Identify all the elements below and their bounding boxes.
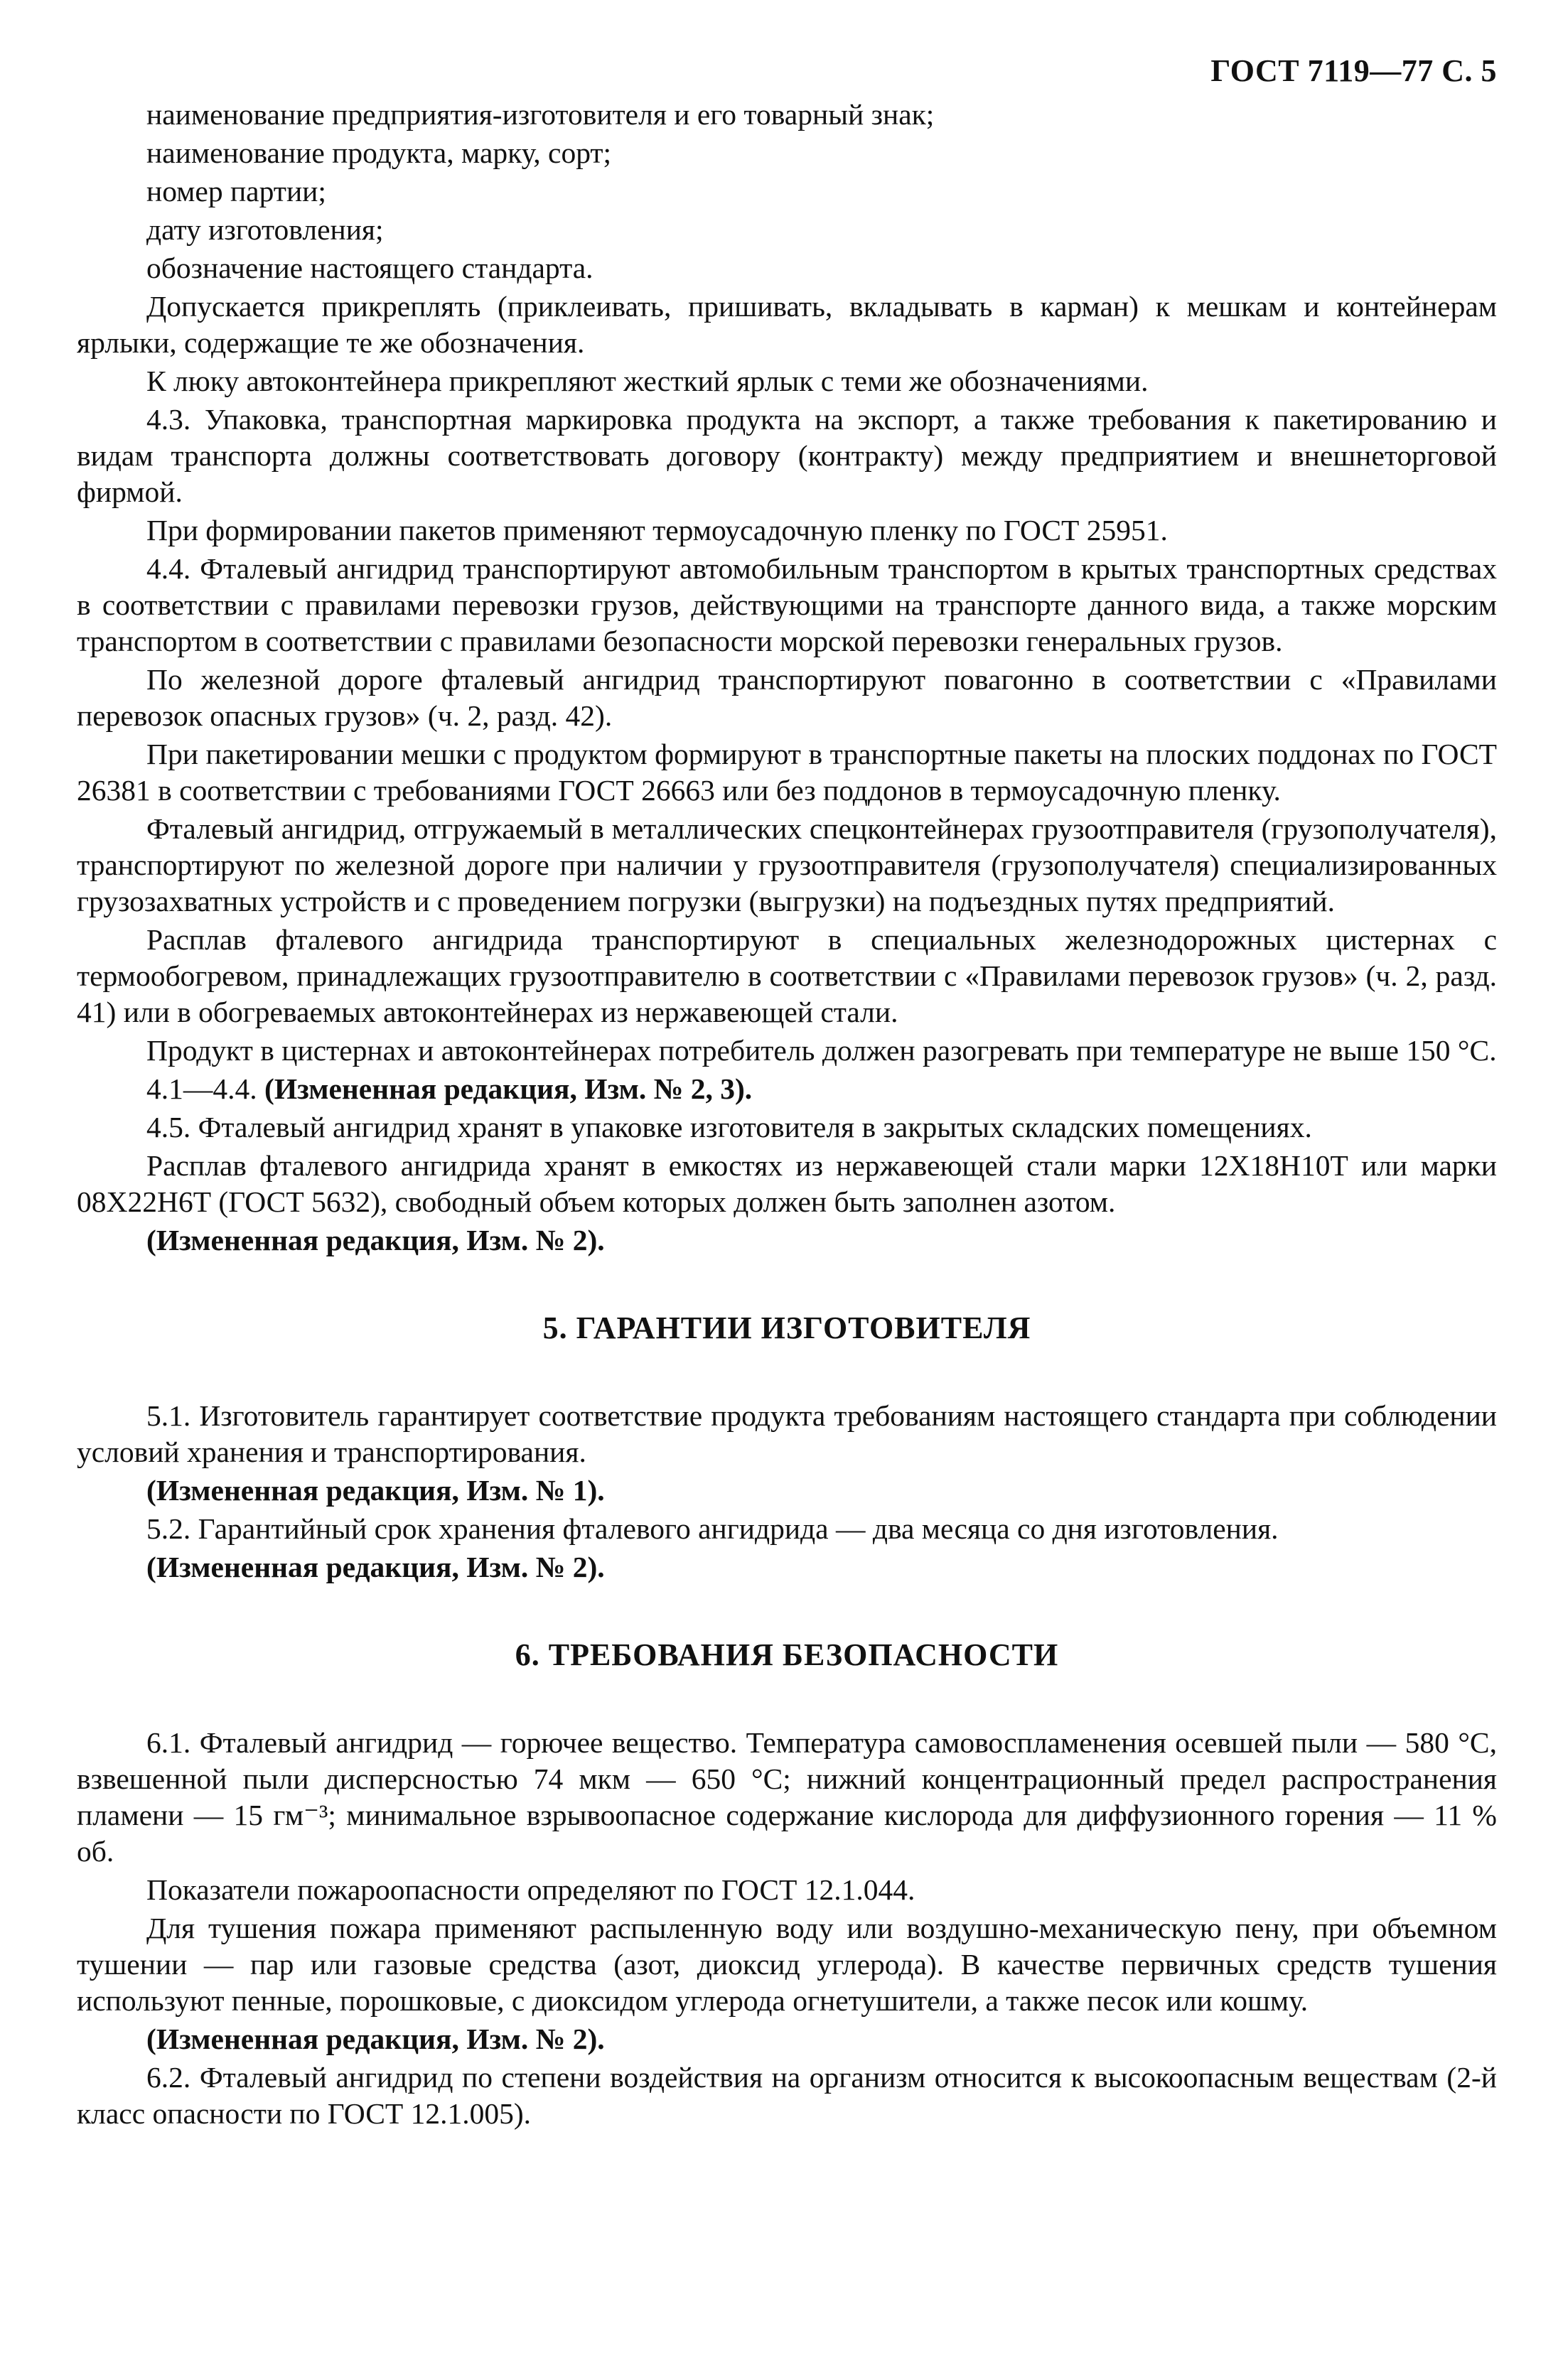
paragraph xyxy=(77,2059,1497,2132)
document-page xyxy=(77,50,1497,2134)
paragraph-text: 5.2. Гарантийный срок хранения фталевого ангидрида — два месяца со дня изготовления. xyxy=(146,1512,1279,1545)
paragraph-text: Фталевый ангидрид, отгружаемый в металлических спецконтейнерах грузоотправителя (грузополучателя), транспортируют по железной дороге при наличии у грузоотправителя (грузополучателя) специализированных грузозахватных устройств и с проведением погрузки (выгрузки) на подъездных путях предприятий. xyxy=(77,812,1497,917)
paragraph xyxy=(77,1033,1497,1069)
paragraph xyxy=(77,1511,1497,1547)
paragraph xyxy=(77,1725,1497,1870)
paragraph-text: номер партии; xyxy=(146,175,326,208)
paragraph xyxy=(77,736,1497,809)
paragraph xyxy=(77,173,1497,210)
paragraph xyxy=(77,250,1497,286)
revision-note: (Измененная редакция, Изм. № 1). xyxy=(146,1474,605,1507)
revision-note: (Измененная редакция, Изм. № 2). xyxy=(146,1551,605,1583)
paragraph xyxy=(77,662,1497,734)
paragraph-text: 4.3. Упаковка, транспортная маркировка продукта на экспорт, а также требования к пакетированию и видам транспорта должны соответствовать договору (контракту) между предприятием и внешнеторговой фирмой. xyxy=(77,403,1497,508)
paragraph xyxy=(77,1148,1497,1220)
paragraph xyxy=(77,1109,1497,1146)
paragraph-text: 4.1—4.4. xyxy=(146,1072,264,1105)
paragraph-text: При пакетировании мешки с продуктом формируют в транспортные пакеты на плоских поддонах по ГОСТ 26381 в соответствии с требованиями ГОСТ 26663 или без поддонов в термоусадочную пленку. xyxy=(77,738,1497,807)
paragraph-text: наименование предприятия-изготовителя и его товарный знак; xyxy=(146,98,935,131)
paragraph xyxy=(77,1549,1497,1585)
paragraph-text: 6.1. Фталевый ангидрид — горючее вещество. Температура самовоспламенения осевшей пыли — 580 °С, взвешенной пыли дисперсностью 74 мкм — 650 °С; нижний концентрационный предел распространения пламени — 15 гм⁻³; минимальное взрывоопасное содержание кислорода для диффузионного горения — 11 % об. xyxy=(77,1726,1497,1868)
document-body xyxy=(77,97,1497,2132)
paragraph-text: К люку автоконтейнера прикрепляют жесткий ярлык с теми же обозначениями. xyxy=(146,365,1149,397)
paragraph-text: Для тушения пожара применяют распыленную воду или воздушно-механическую пену, при объемном тушении — пар или газовые средства (азот, диоксид углерода). В качестве первичных средств тушения используют пенные, порошковые, с диоксидом углерода огнетушители, а также песок или кошму. xyxy=(77,1912,1497,2017)
paragraph-text: дату изготовления; xyxy=(146,213,384,246)
section-heading: 5. ГАРАНТИИ ИЗГОТОВИТЕЛЯ xyxy=(542,1310,1031,1345)
paragraph-text: Расплав фталевого ангидрида хранят в емкостях из нержавеющей стали марки 12Х18Н10Т или марки 08Х22Н6Т (ГОСТ 5632), свободный объем которых должен быть заполнен азотом. xyxy=(77,1149,1497,1218)
paragraph-text: По железной дороге фталевый ангидрид транспортируют повагонно в соответствии с «Правилами перевозок опасных грузов» (ч. 2, разд. 42). xyxy=(77,663,1497,732)
paragraph xyxy=(77,512,1497,549)
paragraph-text: наименование продукта, марку, сорт; xyxy=(146,136,612,169)
paragraph xyxy=(77,922,1497,1030)
paragraph xyxy=(77,363,1497,399)
revision-note: (Измененная редакция, Изм. № 2). xyxy=(146,1224,605,1256)
paragraph xyxy=(77,551,1497,659)
paragraph-text: Расплав фталевого ангидрида транспортируют в специальных железнодорожных цистернах с термообогревом, принадлежащих грузоотправителю в соответствии с «Правилами перевозок грузов» (ч. 2, разд. 41) или в обогреваемых автоконтейнерах из нержавеющей стали. xyxy=(77,923,1497,1028)
paragraph xyxy=(77,1071,1497,1107)
revision-note: (Измененная редакция, Изм. № 2, 3). xyxy=(264,1072,753,1105)
paragraph-text: 6.2. Фталевый ангидрид по степени воздействия на организм относится к высокоопасным веществам (2-й класс опасности по ГОСТ 12.1.005). xyxy=(77,2061,1497,2130)
paragraph xyxy=(77,1398,1497,1470)
paragraph xyxy=(77,1910,1497,2019)
section-heading: 6. ТРЕБОВАНИЯ БЕЗОПАСНОСТИ xyxy=(515,1637,1059,1672)
paragraph xyxy=(77,212,1497,248)
paragraph xyxy=(77,811,1497,920)
paragraph xyxy=(77,1222,1497,1259)
paragraph xyxy=(77,402,1497,510)
paragraph-text: обозначение настоящего стандарта. xyxy=(146,252,593,284)
paragraph-text: 5.1. Изготовитель гарантирует соответствие продукта требованиям настоящего стандарта при соблюдении условий хранения и транспортирования. xyxy=(77,1399,1497,1468)
paragraph-text: 4.4. Фталевый ангидрид транспортируют автомобильным транспортом в крытых транспортных средствах в соответствии с правилами перевозки грузов, действующими на транспорте данного вида, а также морским транспортом в соответствии с правилами безопасности морской перевозки генеральных грузов. xyxy=(77,552,1497,657)
page-header: ГОСТ 7119—77 С. 5 xyxy=(1210,53,1497,88)
paragraph-text: Показатели пожароопасности определяют по ГОСТ 12.1.044. xyxy=(146,1873,915,1906)
paragraph-text: 4.5. Фталевый ангидрид хранят в упаковке изготовителя в закрытых складских помещениях. xyxy=(146,1111,1312,1143)
paragraph-text: Допускается прикреплять (приклеивать, пришивать, вкладывать в карман) к мешкам и контейнерам ярлыки, содержащие те же обозначения. xyxy=(77,290,1497,359)
paragraph xyxy=(77,97,1497,133)
paragraph xyxy=(77,2021,1497,2057)
revision-note: (Измененная редакция, Изм. № 2). xyxy=(146,2023,605,2055)
paragraph xyxy=(77,1472,1497,1509)
paragraph xyxy=(77,1872,1497,1908)
paragraph xyxy=(77,289,1497,361)
paragraph-text: Продукт в цистернах и автоконтейнерах потребитель должен разогревать при температуре не выше 150 °С. xyxy=(146,1034,1497,1067)
paragraph xyxy=(77,135,1497,171)
paragraph-text: При формировании пакетов применяют термоусадочную пленку по ГОСТ 25951. xyxy=(146,514,1168,546)
